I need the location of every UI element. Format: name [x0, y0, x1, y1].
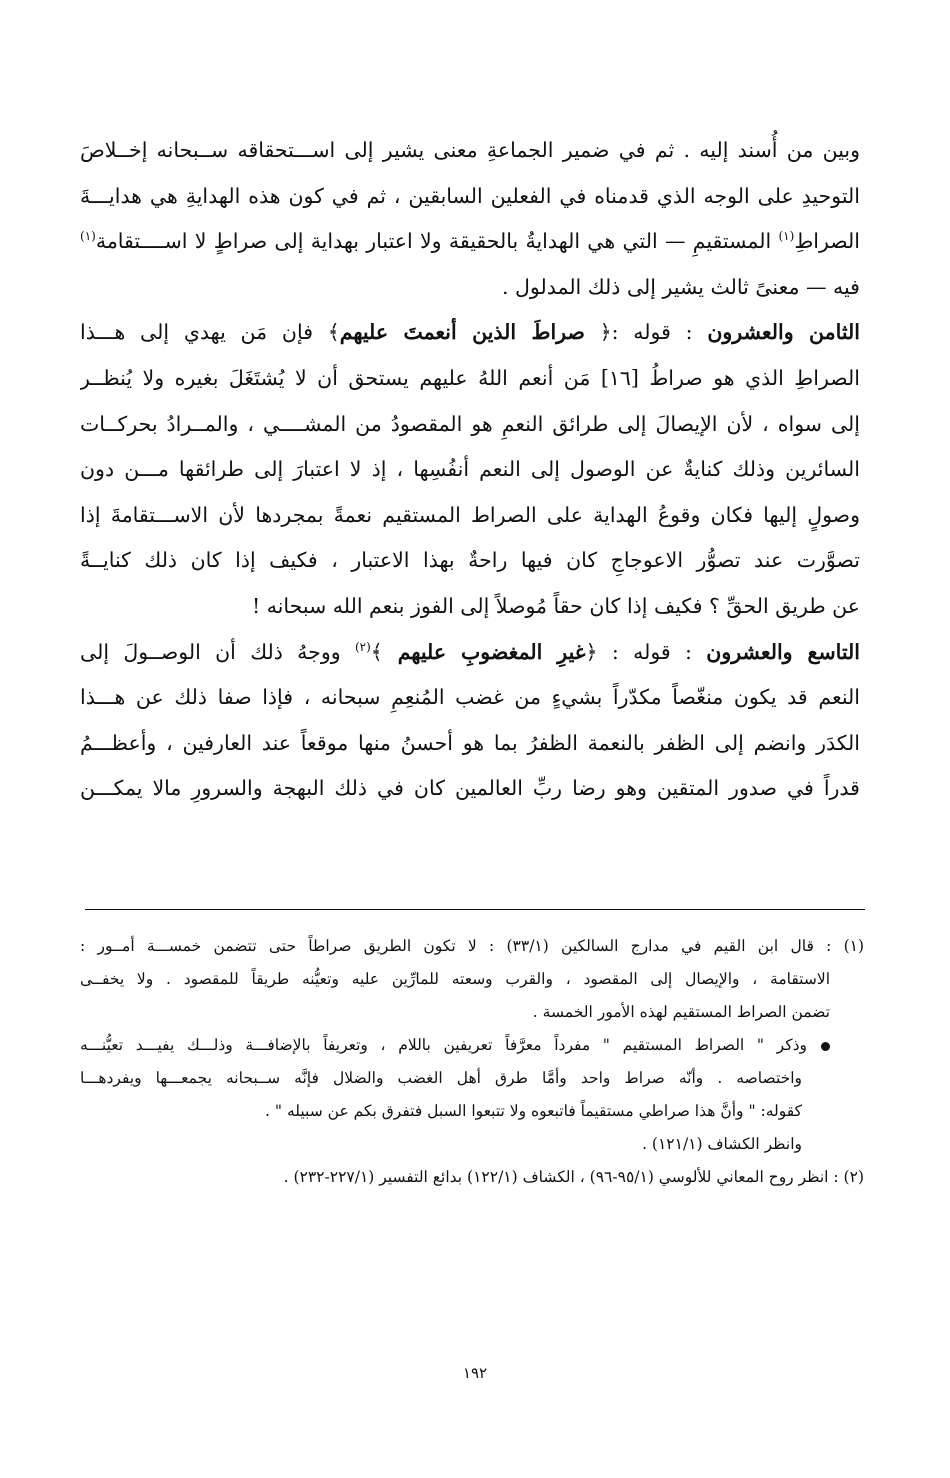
text-segment: وذكر " الصراط المستقيم " مفرداً معرَّفاً تعريفين باللام ، وتعريفاً بالإضافـــة وذلـــك يفيـــد تعيُّنـــه: [80, 1036, 807, 1054]
text-line: [80, 310, 860, 356]
section-heading: الثامن والعشرون: [707, 320, 860, 345]
footnote-divider: [85, 909, 865, 910]
text-line: وبين من أُسند إليه . ثم في ضمير الجماعةِ معنى يشير إلى اســـتحقاقه ســبحانه إخــلاصَ: [80, 138, 860, 162]
text-line: فيه — معنىً ثالث يشير إلى ذلك المدلول .: [501, 274, 860, 299]
main-body-text: [80, 128, 860, 812]
text-segment: ﴾ فإن مَن يهدي إلى هـــذا: [80, 320, 340, 345]
footnote-1-line: الاستقامة ، والإيصال إلى المقصود ، والقرب وسعته للمارِّين عليه وتعيُّنه طريقاً للمقصود . ولا يخفــى: [80, 970, 830, 988]
paragraph-2: [80, 310, 860, 629]
footnote-1-line: (١) : قال ابن القيم في مدارج السالكين (٣٣/١) : لا تكون الطريق صراطاً حتى تتضمن خمســـة أمــور :: [80, 937, 864, 955]
footnote-1-line: تضمن الصراط المستقيم لهذه الأمور الخمسة .: [532, 1003, 830, 1021]
text-line: السائرين وذلك كنايةٌ عن الوصول إلى النعم أنفُسِها ، إذ لا اعتبارَ إلى طرائقها مـــن دون: [80, 457, 860, 482]
text-line: [80, 219, 860, 265]
text-line: الكدَر وانضم إلى الظفر بالنعمة الظفرُ بما هو أحسنُ منها موقعاً عند العارفين ، وأعظـــمُ: [80, 730, 860, 755]
text-line: قدراً في صدور المتقين وهو رضا ربِّ العالمين كان في ذلك البهجة والسرورِ مالا يمكـــن: [80, 776, 860, 801]
text-segment: ووجهُ ذلك أن الوصــولَ إلى: [80, 639, 355, 664]
footnote-2-line: (٢) : انظر روح المعاني للألوسي (٩٥/١-٩٦) ، الكشاف (١٢٢/١) بدائع التفسير (٢٢٧/١-٢٣٢) .: [283, 1168, 864, 1186]
quran-quote: صراطَ الذين أنعمتَ عليهم: [339, 320, 585, 345]
text-line: الصراطِ الذي هو صراطُ [١٦] مَن أنعم اللهُ عليهم يستحق أن لا يُشتَغَلَ بغيره ولا يُنظــر: [80, 365, 860, 390]
text-segment: ﴾: [370, 639, 383, 664]
text-segment: الصراطِ: [794, 229, 860, 254]
paragraph-1: [80, 128, 860, 310]
text-line: [80, 630, 860, 676]
footnote-ref: (١): [778, 229, 795, 244]
text-line: تصوَّرت عند تصوُّر الاعوجاجِ كان فيها راحةٌ بهذا الاعتبار ، فكيف إذا كان ذلك كنايــةً: [80, 548, 860, 573]
bullet-icon: [821, 1042, 830, 1051]
text-line: وصولٍ إليها فكان وقوعُ الهداية على الصراط المستقيم نعمةً بمجردها لأن الاســـتقامةَ إذا: [80, 502, 860, 527]
footnote-ref: (٢): [354, 639, 371, 654]
footnote-bullet-line: وانظر الكشاف (١٢١/١) .: [642, 1135, 802, 1153]
text-segment: : قوله :﴿: [584, 320, 708, 345]
quran-quote: غيرِ المغضوبِ عليهم: [382, 639, 586, 664]
footnote-ref: (١): [80, 229, 96, 244]
footnote-bullet-line: واختصاصه . وأنّه صراط واحد وأمَّا طرق أهل الغضب والضلال فإنَّه ســبحانه يجمعـــها ويفردهـــا: [80, 1069, 802, 1087]
footnote-bullet-line: [80, 1029, 864, 1062]
page-number: ١٩٢: [462, 1364, 488, 1382]
text-segment: المستقيمِ — التي هي الهدايةُ بالحقيقة ولا اعتبار بهداية إلى صراطٍ لا اســــتقامة: [95, 229, 779, 254]
section-heading: التاسع والعشرون: [706, 639, 860, 664]
text-line: النعم قد يكون منغّصاً مكدّراً بشيءٍ من غضب المُنعِمِ سبحانه ، فإذا صفا ذلك عن هـــذا: [80, 685, 860, 710]
text-segment: : قوله : ﴿: [585, 639, 707, 664]
text-line: التوحيدِ على الوجه الذي قدمناه في الفعلين السابقين ، ثم في كون هذه الهدايةِ هي هدايـــةَ: [80, 183, 860, 208]
paragraph-3: [80, 630, 860, 812]
text-line: إلى سواه ، لأن الإيصالَ إلى طرائق النعمِ هو المقصودُ من المشــــي ، والمــرادُ بحركــات: [80, 411, 860, 436]
text-line: عن طريق الحقِّ ؟ فكيف إذا كان حقاً مُوصلاً إلى الفوز بنعم الله سبحانه !: [251, 593, 860, 618]
footnotes-section: [80, 930, 864, 1194]
footnote-bullet-line: كقوله: " وأنَّ هذا صراطي مستقيماً فاتبعوه ولا تتبعوا السبل فتفرق بكم عن سبيله " .: [265, 1102, 802, 1120]
